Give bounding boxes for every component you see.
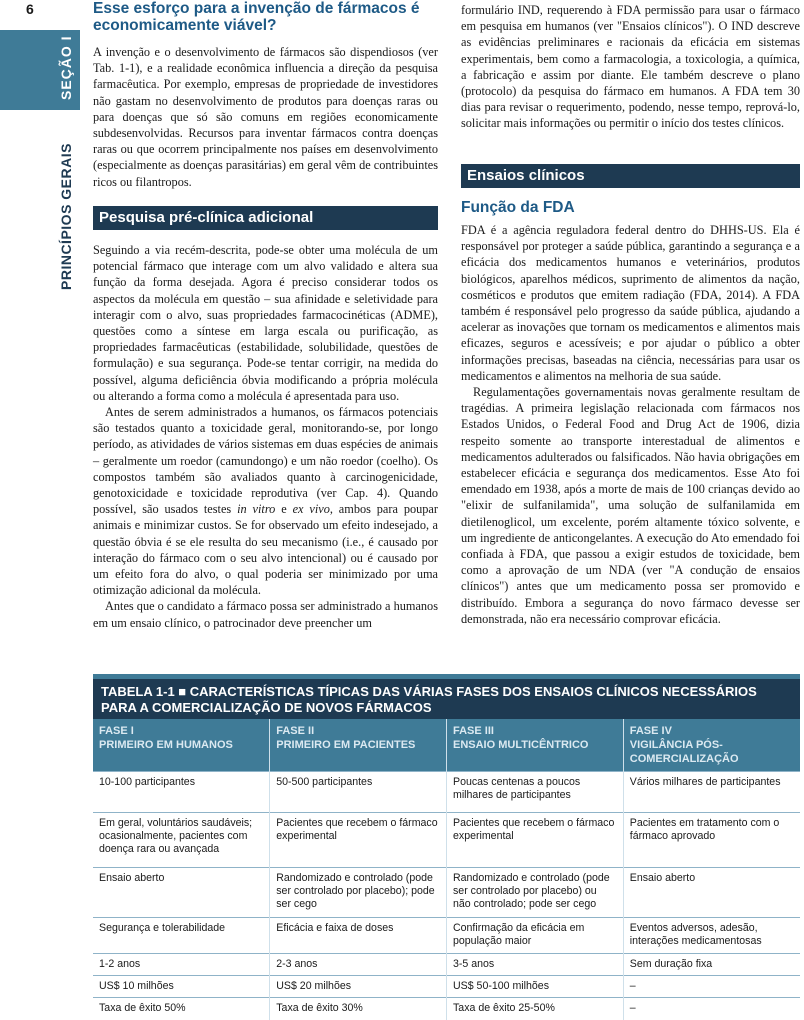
table-cell: 2-3 anos <box>270 954 447 976</box>
clinical-trials-section-title: Ensaios clínicos <box>461 164 800 188</box>
preclinical-paragraph-3: Antes que o candidato a fármaco possa ser administrado a humanos em um ensaio clínico, o patrocinador deve preencher um <box>93 599 438 630</box>
fda-paragraph-2: Regulamentações governamentais novas geralmente resultam de tragédias. A primeira legislação relacionada com fármacos nos Estados Unidos, o Federal Food and Drug Act de 1906, dizia respeito somente ao transporte interestadual de alimentos e medicamentos adulterados ou falsificados. Não havia obrigações em estabelecer eficácia e segurança dos medicamentos. Esse Ato foi emendado em 1938, após a morte de mais de 100 crianças devido ao "elixir de sulfanilamida", uma solução de sulfanilamida em dietilenoglicol, um excelente, porém altamente tóxico solvente, e um ingrediente de anticongelantes. A execução do Ato emendado foi confiada à FDA, que passou a exigir estudos de toxicidade, bem como a aprovação de um NDA (ver "A condução de ensaios clínicos") antes que um medicamento possa ser promovido e distribuído. Embora a segurança do novo fármaco devesse ser demonstrada, não era necessário comprovar eficácia. <box>461 385 800 626</box>
table-cell: US$ 10 milhões <box>93 976 270 998</box>
fda-subheading: Função da FDA <box>461 199 575 216</box>
table-row <box>93 998 800 1020</box>
header-phase-2: FASE II PRIMEIRO EM PACIENTES <box>270 719 447 772</box>
header-phase-4: FASE IV VIGILÂNCIA PÓS-COMERCIALIZAÇÃO <box>623 719 800 772</box>
ind-paragraph: formulário IND, requerendo à FDA permissão para usar o fármaco em pesquisa em humanos (ver "Ensaios clínicos"). O IND descreve as evidências preliminares e racionais da eficácia em sistemas experimentais, bem como a farmacologia, a toxicologia, a química, a fabricação e assim por diante. Ele também descreve o plano (protocolo) da pesquisa do fármaco em humanos. A FDA tem 30 dias para revisar o requerimento, podendo, nesse tempo, reprová-lo, solicitar mais informações ou permitir o início dos testes clínicos. <box>461 3 800 131</box>
table-1-1 <box>93 674 800 1020</box>
table-cell: US$ 20 milhões <box>270 976 447 998</box>
table-row <box>93 813 800 868</box>
table-cell: Poucas centenas a poucos milhares de participantes <box>447 772 624 813</box>
table-cell: Eventos adversos, adesão, interações medicamentosas <box>623 918 800 954</box>
table-cell: Eficácia e faixa de doses <box>270 918 447 954</box>
table-cell: Taxa de êxito 25-50% <box>447 998 624 1020</box>
table-cell: 50-500 participantes <box>270 772 447 813</box>
table-row <box>93 772 800 813</box>
table-row <box>93 918 800 954</box>
right-top <box>461 2 800 132</box>
phases-table <box>93 719 800 1020</box>
table-cell: – <box>623 998 800 1020</box>
table-cell: US$ 50-100 milhões <box>447 976 624 998</box>
table-cell: 3-5 anos <box>447 954 624 976</box>
left-intro <box>93 44 438 190</box>
table-row <box>93 954 800 976</box>
left-heading: Esse esforço para a invenção de fármacos é economicamente viável? <box>93 0 420 34</box>
preclinical-section-title: Pesquisa pré-clínica adicional <box>93 206 438 230</box>
table-title: TABELA 1-1 ■ CARACTERÍSTICAS TÍPICAS DAS VÁRIAS FASES DOS ENSAIOS CLÍNICOS NECESSÁRIOS PARA A COMERCIALIZAÇÃO DE NOVOS FÁRMACOS <box>93 674 800 719</box>
preclinical-paragraph-2: Antes de serem administrados a humanos, os fármacos potenciais são testados quanto a toxicidade geral, monitorando-se, por longo período, as atividades de vários sistemas em duas espécies de animais – geralmente um roedor (camundongo) e um não roedor (coelho). Os compostos também são avaliados quanto à carcinogenicidade, genotoxicidade e toxicidade reprodutiva (ver Cap. 4). Quando possível, são usados testes in vitro e ex vivo, ambos para poupar animais e minimizar custos. Se for observado um efeito indesejado, a questão óbvia é se ele resulta do seu mecanismo (i.e., é causado por interação do fármaco com o seu alvo intencional) ou é causado por um efeito fora do alvo, o qual poderia ser minimizado por uma otimização adicional da molécula. <box>93 405 438 598</box>
table-cell: – <box>623 976 800 998</box>
table-cell: Randomizado e controlado (pode ser controlado por placebo); pode ser cego <box>270 868 447 918</box>
table-cell: Pacientes que recebem o fármaco experimental <box>447 813 624 868</box>
table-cell: 1-2 anos <box>93 954 270 976</box>
table-cell: Sem duração fixa <box>623 954 800 976</box>
fda-paragraph-1: FDA é a agência reguladora federal dentro do DHHS-US. Ela é responsável por proteger a saúde pública, garantindo a segurança e a eficácia dos medicamentos humanos e veterinários, produtos biológicos, aparelhos médicos, suprimento de alimentos da nação, cosméticos e produtos que emitem radiação (FDA, 2014). A FDA também é responsável pelo progresso da saúde pública, ajudando a acelerar as inovações que tornam os medicamentos e alimentos mais eficazes, seguros e acessíveis; e por ajudar o público a obter informações precisas, baseadas na ciência, necessárias para usar os medicamentos e alimentos na melhoria de sua saúde. <box>461 223 800 383</box>
right-body <box>461 222 800 627</box>
part-label: PRINCÍPIOS GERAIS <box>58 143 74 290</box>
intro-paragraph: A invenção e o desenvolvimento de fármacos são dispendiosos (ver Tab. 1-1), e a realidade econômica influencia a direção da pesquisa farmacêutica. Por exemplo, empresas de propriedade de investidores não gastam no desenvolvimento de produtos para doenças raras ou para doenças que só são comuns em regiões economicamente subdesenvolvidas. Recursos para inventar fármacos contra doenças raras ou que ocorrem principalmente nos países em desenvolvimento (especialmente as doenças parasitárias) em geral vêm de contribuintes ricos ou filantropos. <box>93 45 438 189</box>
table-cell: Vários milhares de participantes <box>623 772 800 813</box>
table-cell: Pacientes que recebem o fármaco experimental <box>270 813 447 868</box>
table-cell: Ensaio aberto <box>93 868 270 918</box>
table-cell: Ensaio aberto <box>623 868 800 918</box>
table-cell: Pacientes em tratamento com o fármaco aprovado <box>623 813 800 868</box>
page-number: 6 <box>26 1 34 17</box>
table-header-row <box>93 719 800 772</box>
table-row <box>93 868 800 918</box>
table-cell: Taxa de êxito 30% <box>270 998 447 1020</box>
table-cell: Confirmação da eficácia em população maior <box>447 918 624 954</box>
table-cell: Taxa de êxito 50% <box>93 998 270 1020</box>
left-body <box>93 242 438 631</box>
header-phase-1: FASE I PRIMEIRO EM HUMANOS <box>93 719 270 772</box>
table-cell: Segurança e tolerabilidade <box>93 918 270 954</box>
section-label: SEÇÃO I <box>58 35 74 100</box>
table-cell: Randomizado e controlado (pode ser controlado por placebo) ou não controlado; pode ser cego <box>447 868 624 918</box>
header-phase-3: FASE III ENSAIO MULTICÊNTRICO <box>447 719 624 772</box>
table-cell: Em geral, voluntários saudáveis; ocasionalmente, pacientes com doença rara ou avançada <box>93 813 270 868</box>
preclinical-paragraph-1: Seguindo a via recém-descrita, pode-se obter uma molécula de um potencial fármaco que interage com um alvo validado e altera sua função da forma desejada. Agora é preciso considerar todos os aspectos da molécula em questão – sua afinidade e seletividade para interagir com o alvo, suas propriedades farmacocinéticas (ADME), questões como a síntese em larga escala ou purificação, as propriedades farmacêuticas (estabilidade, solubilidade, questões de formulação) e sua segurança. Pode-se tentar corrigir, na medida do possível, alguma deficiência óbvia modificando a própria molécula ou alterando a forma como a molécula é apresentada para uso. <box>93 243 438 403</box>
table-row <box>93 976 800 998</box>
table-cell: 10-100 participantes <box>93 772 270 813</box>
